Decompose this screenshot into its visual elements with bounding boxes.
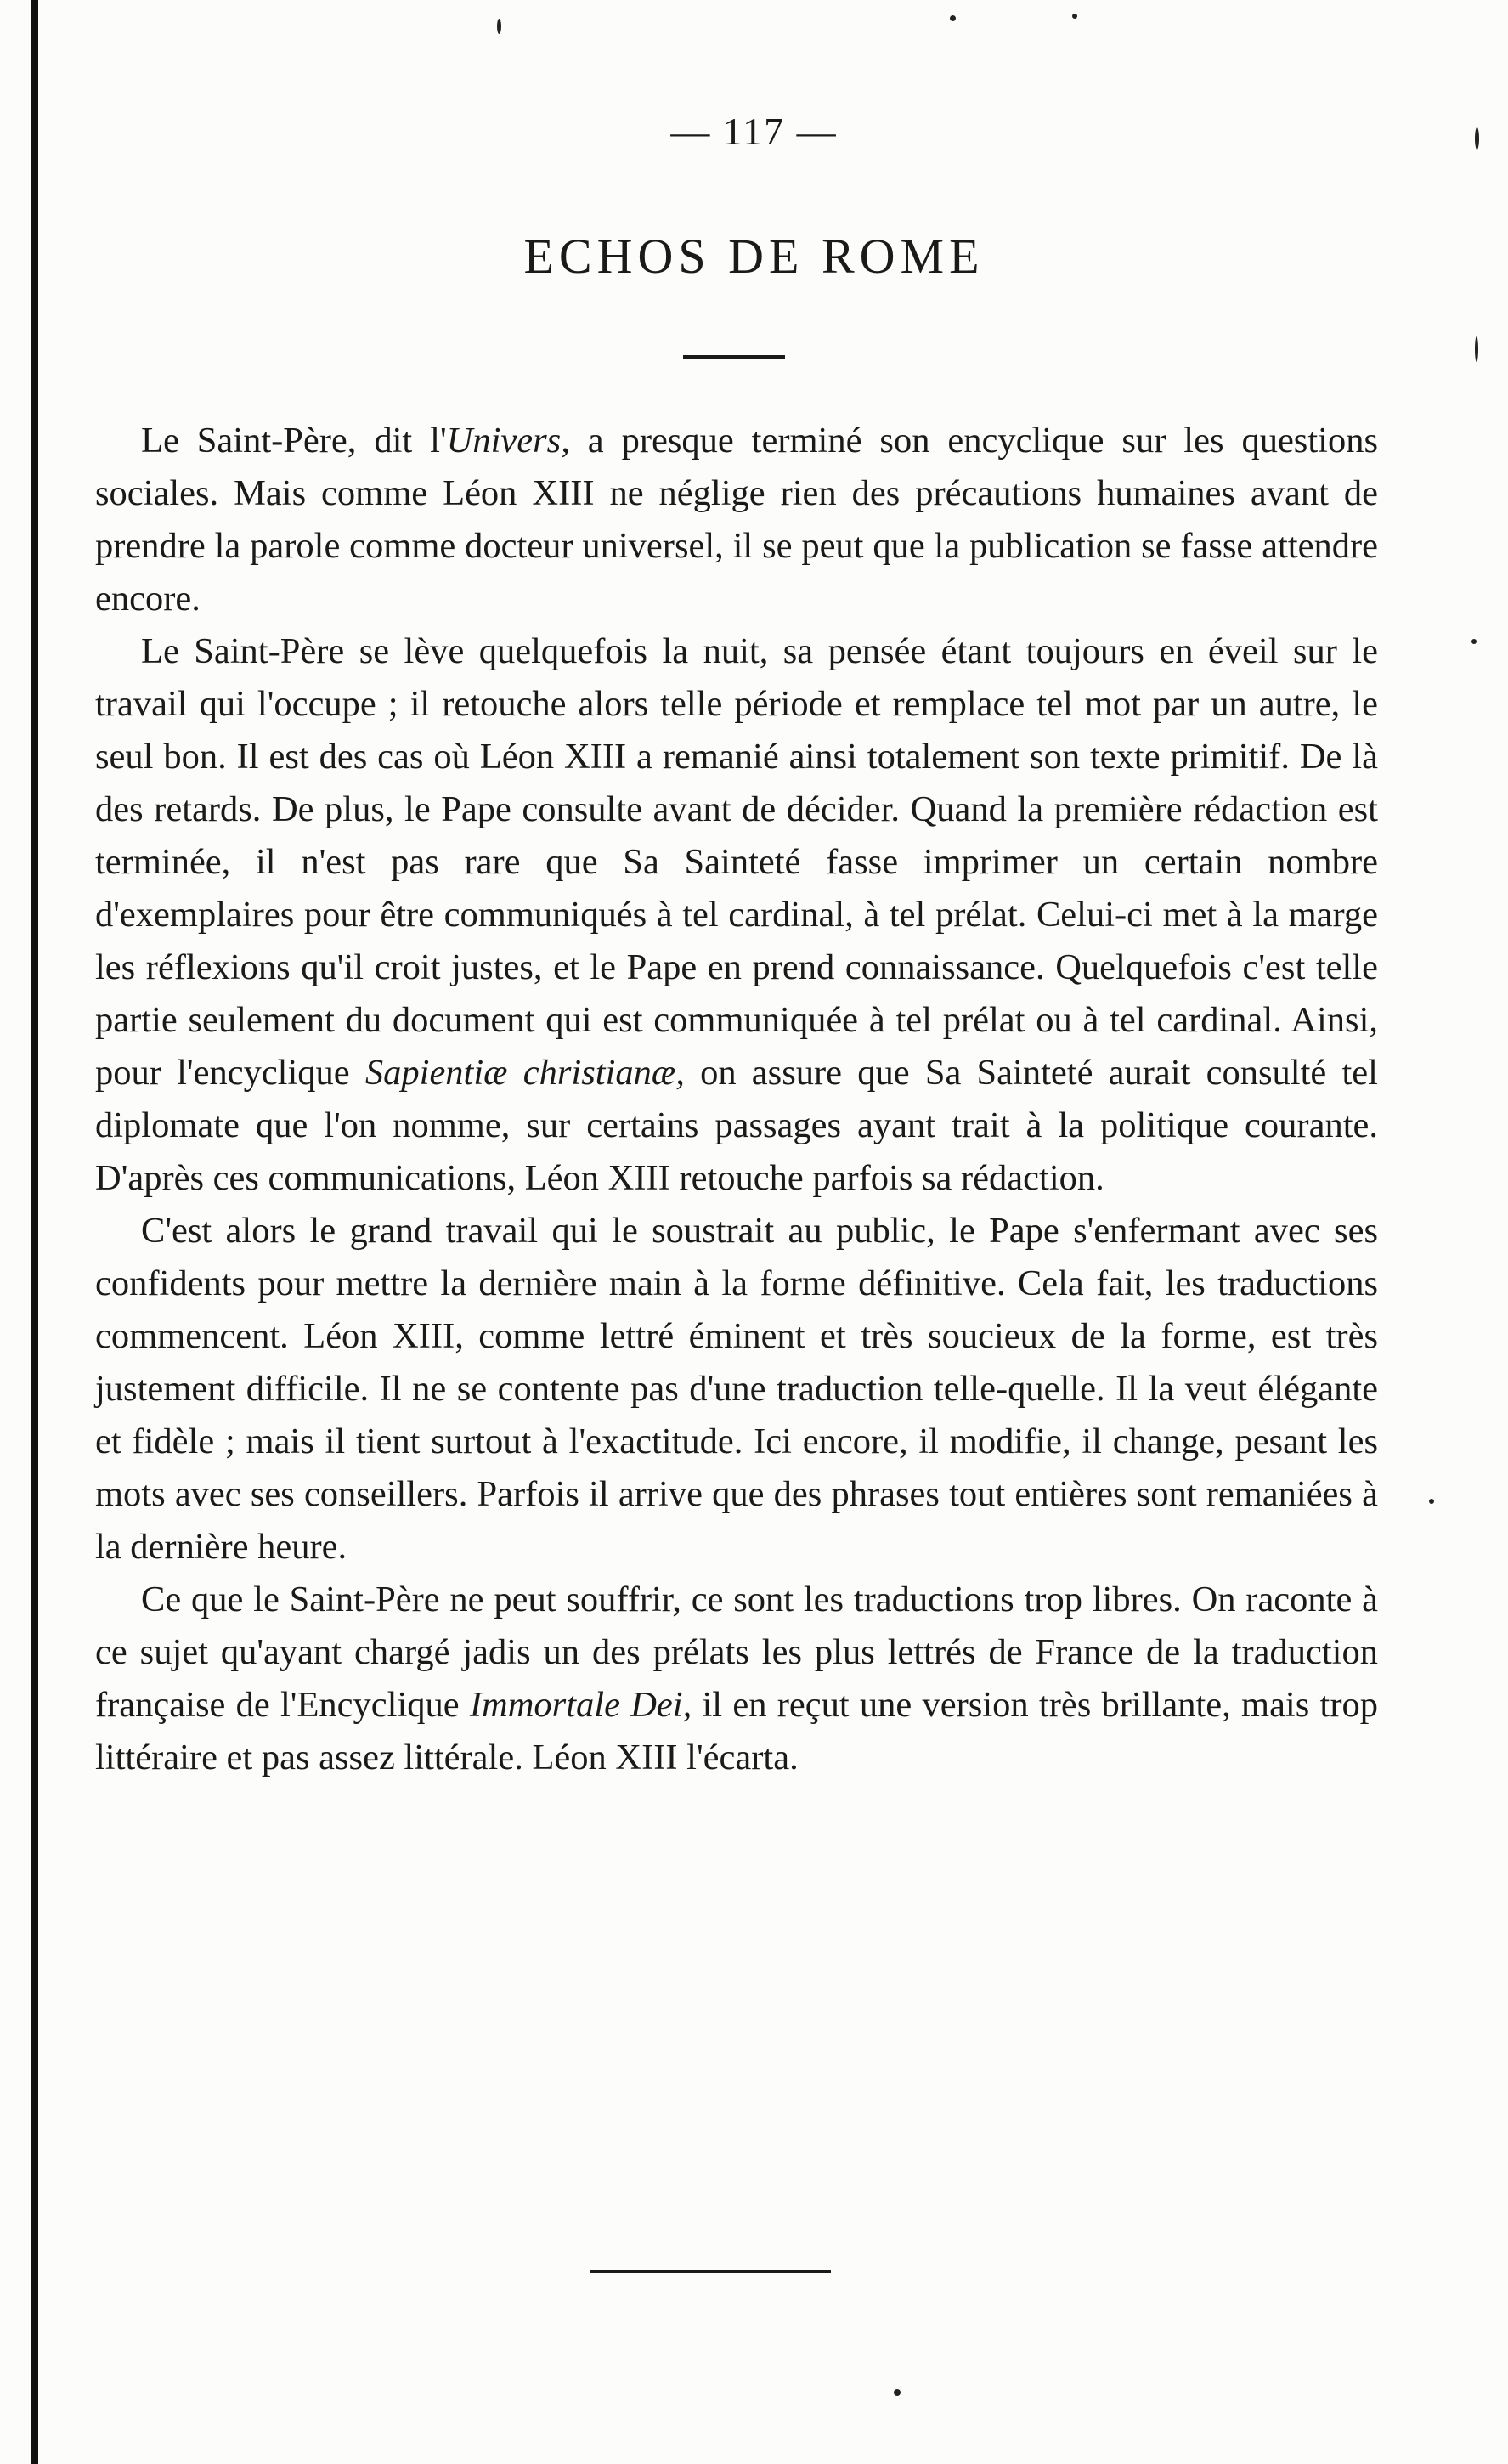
- article-paragraph-2: [95, 625, 1378, 1205]
- paragraph-text: Le Saint-Père se lève quelquefois la nuit, sa pensée étant toujours en éveil sur le travail qui l'occupe ; il retouche alors telle période et remplace tel mot par un autre, le seul bon. Il est des cas où Léon XIII a remanié ainsi totalement son texte primitif. De là des retards. De plus, le Pape consulte avant de décider. Quand la première rédaction est terminée, il n'est pas rare que Sa Sainteté fasse imprimer un certain nombre d'exemplaires pour être communiqués à tel cardinal, à tel prélat. Celui-ci met à la marge les réflexions qu'il croit justes, et le Pape en prend connaissance. Quelquefois c'est telle partie seulement du document qui est communiquée à tel prélat ou à tel cardinal. Ainsi, pour l'encyclique: [95, 631, 1378, 1093]
- paragraph-text: a presque terminé son encyclique sur les questions sociales. Mais comme Léon XIII ne néglige rien des précautions humaines avant de prendre la parole comme docteur universel, il se peut que la publication se fasse attendre encore.: [95, 421, 1378, 619]
- scan-edge-border: [31, 0, 38, 2464]
- article-paragraph-1: [95, 415, 1378, 625]
- encyclical-title: Immortale Dei,: [469, 1685, 692, 1725]
- page-number: — 117 —: [670, 110, 838, 153]
- scan-speck: [1471, 639, 1477, 644]
- scan-speck: [894, 2389, 901, 2396]
- scan-speck: [950, 15, 956, 21]
- paragraph-text: on assure que Sa Sainteté aurait consulté tel diplomate que l'on nomme, sur certains passages ayant trait à la politique courante. D'après ces communications, Léon XIII retouche parfois sa rédaction.: [95, 1053, 1378, 1198]
- section-title: ECHOS DE ROME: [523, 229, 985, 284]
- encyclical-title: Sapientiæ christianæ,: [364, 1053, 685, 1093]
- scan-speck: [1429, 1499, 1434, 1504]
- scan-speck: [1072, 14, 1077, 19]
- article-paragraph-4: [95, 1574, 1378, 1784]
- article-paragraph-3: C'est alors le grand travail qui le soustrait au public, le Pape s'enfermant avec ses confidents pour mettre la dernière main à la forme définitive. Cela fait, les traductions commencent. Léon XIII, comme lettré éminent et très soucieux de la forme, est très justement difficile. Il ne se contente pas d'une traduction telle-quelle. Il la veut élégante et fidèle ; mais il tient surtout à l'exactitude. Ici encore, il modifie, il change, pesant les mots avec ses conseillers. Parfois il arrive que des phrases tout entières sont remaniées à la dernière heure.: [95, 1211, 1378, 1567]
- newspaper-title: Univers,: [446, 421, 570, 461]
- scan-speck: [1475, 336, 1478, 362]
- paragraph-text: Ce que le Saint-Père ne peut souffrir, ce sont les traductions trop libres. On raconte à ce sujet qu'ayant chargé jadis un des prélats les plus lettrés de France de la traduction française de l'Encyclique: [95, 1580, 1378, 1725]
- title-separator-rule: [683, 355, 785, 359]
- article-body: [95, 415, 1378, 1784]
- article-end-rule: [590, 2270, 831, 2273]
- scan-speck: [497, 19, 501, 34]
- paragraph-text: Le Saint-Père, dit l': [141, 421, 447, 461]
- paragraph-text: il en reçut une version très brillante, mais trop littéraire et pas assez littérale. Léon XIII l'écarta.: [95, 1685, 1379, 1777]
